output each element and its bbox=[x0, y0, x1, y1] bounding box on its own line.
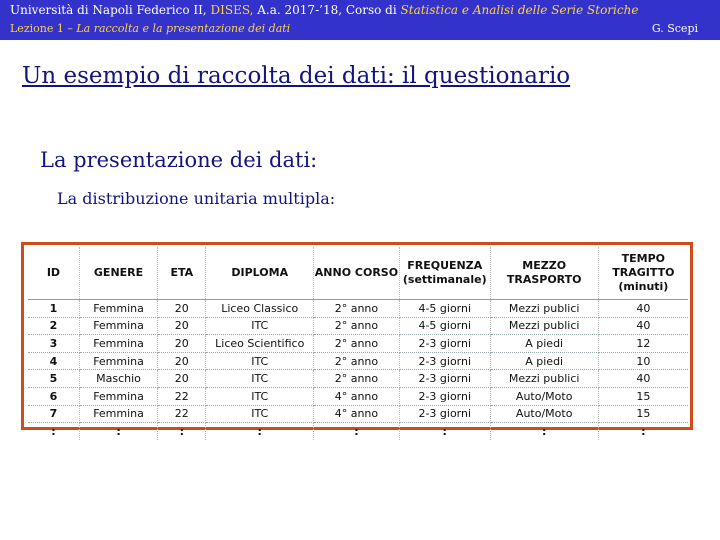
header-lecture-title: La raccolta e la presentazione dei dati bbox=[76, 22, 291, 35]
table-header-cell: MEZZO TRASPORTO bbox=[490, 247, 598, 300]
table-cell: A piedi bbox=[490, 352, 598, 370]
table-cell: ITC bbox=[206, 317, 314, 335]
table-cell: 4° anno bbox=[314, 387, 400, 405]
table-cell: Maschio bbox=[79, 370, 157, 388]
table-cell: 7 bbox=[28, 405, 79, 423]
table-header-cell: GENERE bbox=[79, 247, 157, 300]
table-cell: 4 bbox=[28, 352, 79, 370]
table-cell: 20 bbox=[158, 300, 206, 318]
table-cell: 2-3 giorni bbox=[399, 405, 490, 423]
table-cell: 2 bbox=[28, 317, 79, 335]
table-cell: ITC bbox=[206, 370, 314, 388]
header-lecture-line bbox=[10, 22, 290, 35]
table-cell: 40 bbox=[598, 317, 688, 335]
table-cell: 2° anno bbox=[314, 317, 400, 335]
table-cell: Liceo Scientifico bbox=[206, 335, 314, 353]
table-cell: 10 bbox=[598, 352, 688, 370]
table-cell: 2° anno bbox=[314, 335, 400, 353]
table-row bbox=[28, 370, 688, 388]
table-cell: 3 bbox=[28, 335, 79, 353]
table-cell: 40 bbox=[598, 300, 688, 318]
table-cell: 22 bbox=[158, 405, 206, 423]
table-cell: Femmina bbox=[79, 317, 157, 335]
section-subtitle-secondary: La distribuzione unitaria multipla: bbox=[57, 189, 336, 208]
table-cell: : bbox=[314, 423, 400, 440]
table-cell: 2° anno bbox=[314, 352, 400, 370]
table-cell: ITC bbox=[206, 387, 314, 405]
table-cell: : bbox=[206, 423, 314, 440]
table-row bbox=[28, 352, 688, 370]
header-university: Università di Napoli Federico II, bbox=[10, 3, 207, 17]
section-subtitle: La presentazione dei dati: bbox=[40, 148, 318, 172]
table-cell: 20 bbox=[158, 352, 206, 370]
table-cell: 20 bbox=[158, 317, 206, 335]
table-cell: 5 bbox=[28, 370, 79, 388]
table-cell: : bbox=[490, 423, 598, 440]
table-row bbox=[28, 387, 688, 405]
table-cell: 4° anno bbox=[314, 405, 400, 423]
table-cell: Auto/Moto bbox=[490, 405, 598, 423]
table-row bbox=[28, 317, 688, 335]
table-cell: 2-3 giorni bbox=[399, 387, 490, 405]
header-lecture-prefix: Lezione 1 – bbox=[10, 22, 73, 35]
table-cell: 15 bbox=[598, 387, 688, 405]
table-cell: 4-5 giorni bbox=[399, 317, 490, 335]
table-cell: 40 bbox=[598, 370, 688, 388]
table-cell: Femmina bbox=[79, 352, 157, 370]
table-cell: A piedi bbox=[490, 335, 598, 353]
table-row bbox=[28, 405, 688, 423]
table-cell: 6 bbox=[28, 387, 79, 405]
table-cell: : bbox=[28, 423, 79, 440]
table-row bbox=[28, 423, 688, 440]
table-cell: : bbox=[399, 423, 490, 440]
table-header-cell: DIPLOMA bbox=[206, 247, 314, 300]
table-header-cell: TEMPO TRAGITTO (minuti) bbox=[598, 247, 688, 300]
table-cell: : bbox=[641, 424, 646, 438]
table-header-row bbox=[28, 247, 688, 300]
table-header-cell: ID bbox=[28, 247, 79, 300]
table-cell: 20 bbox=[158, 370, 206, 388]
table-row bbox=[28, 335, 688, 353]
header-author: G. Scepi bbox=[651, 22, 698, 35]
table-cell: Mezzi publici bbox=[490, 370, 598, 388]
table-cell: : bbox=[158, 423, 206, 440]
table-cell: 4-5 giorni bbox=[399, 300, 490, 318]
table-header-cell: FREQUENZA (settimanale) bbox=[399, 247, 490, 300]
table-cell: ITC bbox=[206, 405, 314, 423]
slide-title: Un esempio di raccolta dei dati: il questionario bbox=[22, 63, 571, 89]
header-bar bbox=[0, 0, 720, 40]
header-dept: DISES, bbox=[210, 3, 254, 17]
data-table bbox=[28, 247, 688, 440]
table-cell: ITC bbox=[206, 352, 314, 370]
data-table-frame bbox=[21, 242, 693, 438]
header-course-line bbox=[10, 3, 638, 17]
table-cell: 2° anno bbox=[314, 370, 400, 388]
table-cell: Mezzi publici bbox=[490, 317, 598, 335]
table-cell: 2-3 giorni bbox=[399, 370, 490, 388]
table-cell: Mezzi publici bbox=[490, 300, 598, 318]
table-cell: 2° anno bbox=[314, 300, 400, 318]
table-cell: Femmina bbox=[79, 387, 157, 405]
table-header-cell: ANNO CORSO bbox=[314, 247, 400, 300]
table-cell: 12 bbox=[598, 335, 688, 353]
table-cell: 15 bbox=[598, 405, 688, 423]
table-cell: Liceo Classico bbox=[206, 300, 314, 318]
table-cell: 1 bbox=[28, 300, 79, 318]
table-cell: 2-3 giorni bbox=[399, 335, 490, 353]
table-row bbox=[28, 300, 688, 318]
table-cell: Femmina bbox=[79, 335, 157, 353]
header-year: A.a. 2017-’18, Corso di bbox=[257, 3, 397, 17]
table-cell: 20 bbox=[158, 335, 206, 353]
table-cell: 22 bbox=[158, 387, 206, 405]
table-cell: Femmina bbox=[79, 405, 157, 423]
table-header-cell: ETA bbox=[158, 247, 206, 300]
header-course: Statistica e Analisi delle Serie Storiche bbox=[400, 3, 639, 17]
table-cell: 2-3 giorni bbox=[399, 352, 490, 370]
table-cell: Auto/Moto bbox=[490, 387, 598, 405]
table-cell: Femmina bbox=[79, 300, 157, 318]
table-cell: : bbox=[79, 423, 157, 440]
